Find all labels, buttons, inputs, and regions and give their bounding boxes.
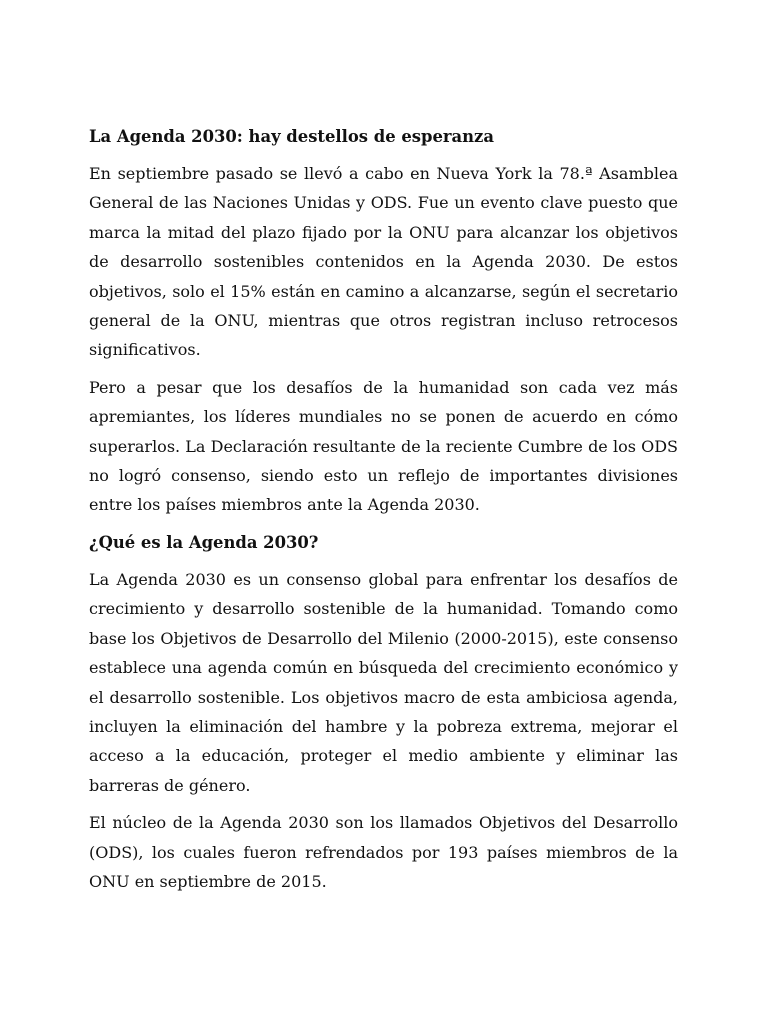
document-page [89,122,678,904]
section-heading: ¿Qué es la Agenda 2030? [89,532,319,552]
paragraph: La Agenda 2030 es un consenso global para enfrentar los desafíos de crecimiento y desarrollo sostenible de la humanidad. Tomando como base los Objetivos de Desarrollo del Milenio (2000-2015), este consenso establece una agenda común en búsqueda del crecimiento económico y el desarrollo sostenible. Los objetivos macro de esta ambiciosa agenda, incluyen la eliminación del hambre y la pobreza extrema, mejorar el acceso a la educación, proteger el medio ambiente y eliminar las barreras de género. [89,569,678,795]
paragraph: Pero a pesar que los desafíos de la humanidad son cada vez más apremiantes, los líderes mundiales no se ponen de acuerdo en cómo superarlos. La Declaración resultante de la reciente Cumbre de los ODS no logró consenso, siendo esto un reflejo de importantes divisiones entre los países miembros ante la Agenda 2030. [89,377,678,515]
paragraph: En septiembre pasado se llevó a cabo en Nueva York la 78.ª Asamblea General de las Naciones Unidas y ODS. Fue un evento clave puesto que marca la mitad del plazo fijado por la ONU para alcanzar los objetivos de desarrollo sostenibles contenidos en la Agenda 2030. De estos objetivos, solo el 15% están en camino a alcanzarse, según el secretario general de la ONU, mientras que otros registran incluso retrocesos significativos. [89,164,678,360]
document-title: La Agenda 2030: hay destellos de esperanza [89,127,494,146]
paragraph: El núcleo de la Agenda 2030 son los llamados Objetivos del Desarrollo (ODS), los cuales fueron refrendados por 193 países miembros de la ONU en septiembre de 2015. [89,813,678,891]
